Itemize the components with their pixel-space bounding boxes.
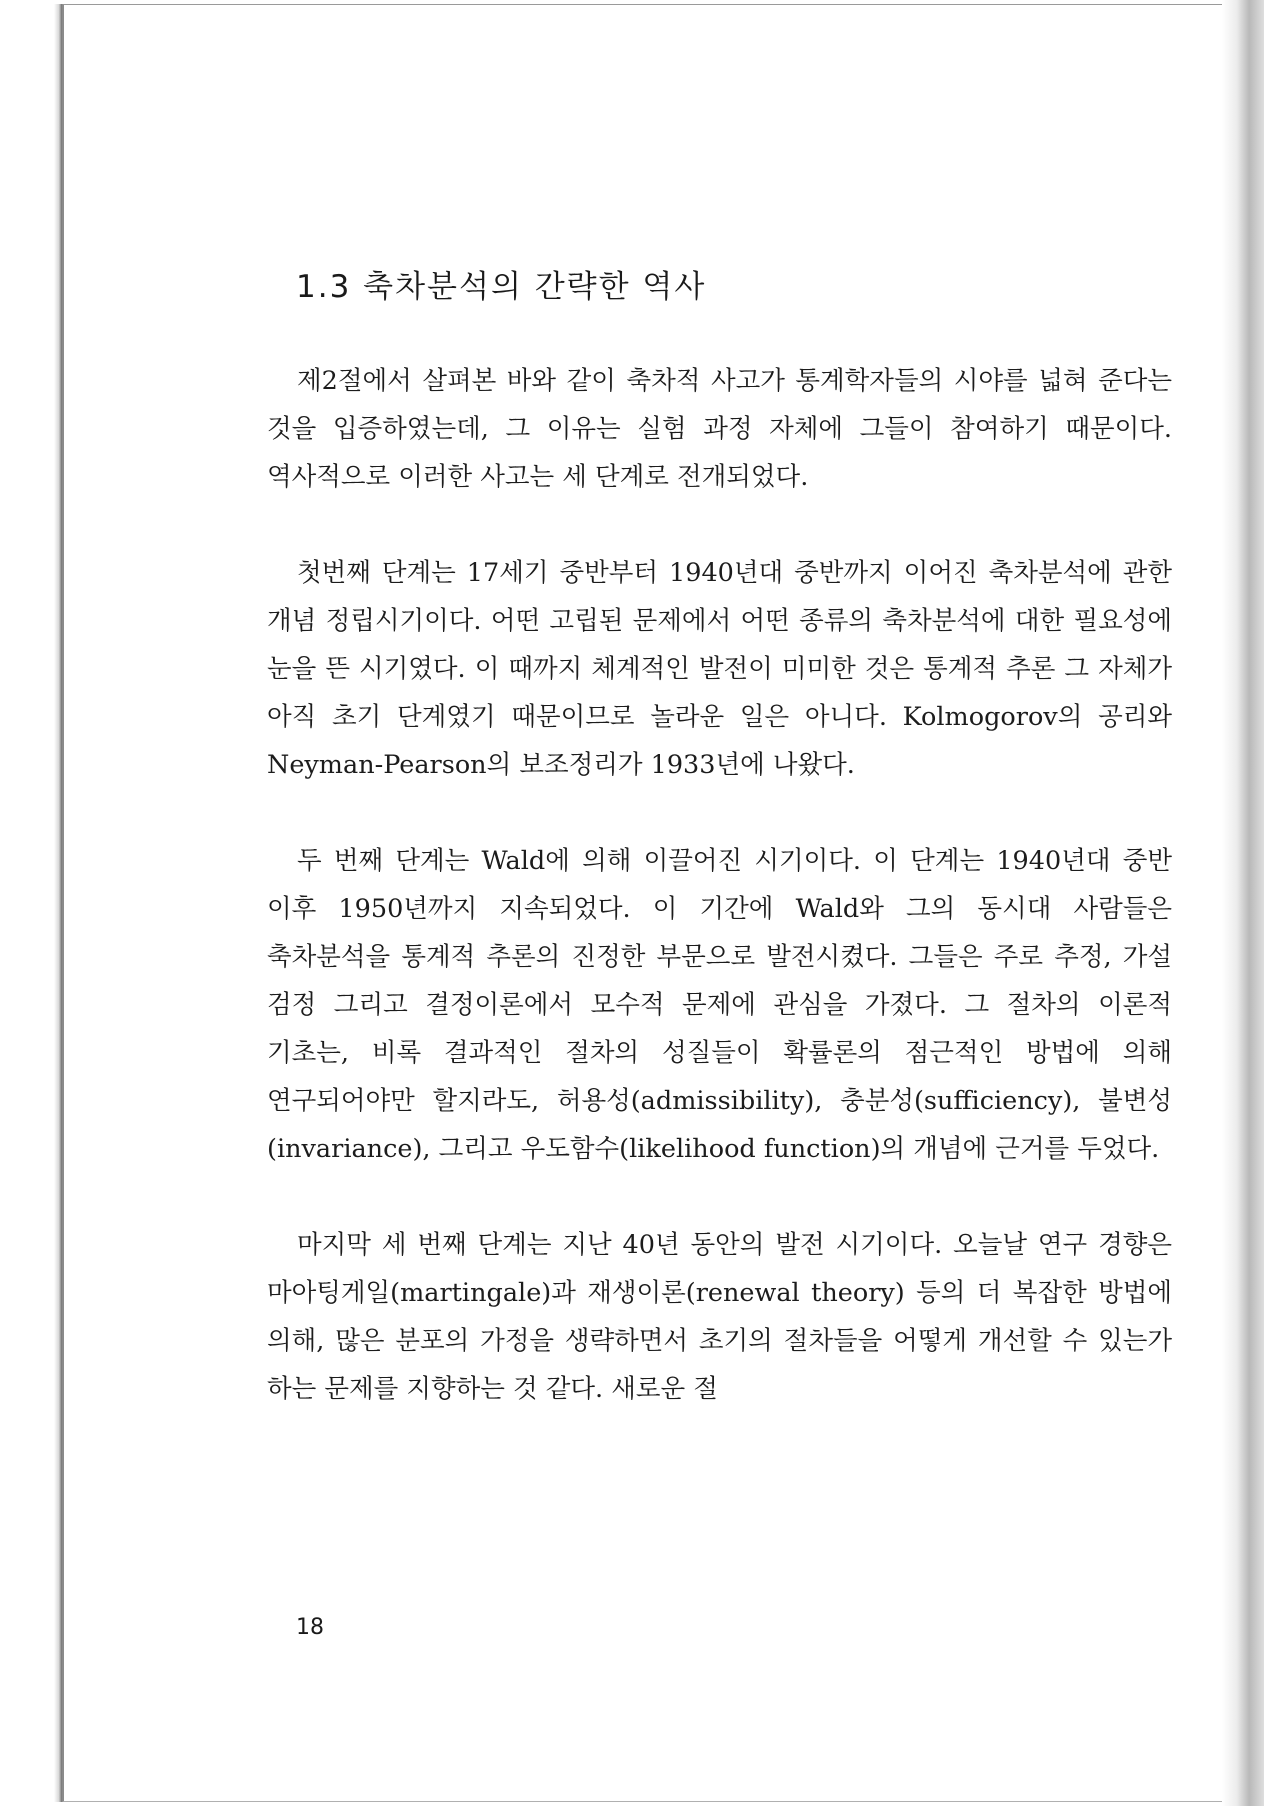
page-binding-edge [54, 4, 62, 1802]
paragraph-3: 두 번째 단계는 Wald에 의해 이끌어진 시기이다. 이 단계는 1940년대 중반 이후 1950년까지 지속되었다. 이 기간에 Wald와 그의 동시대 사람들은 축차분석을 통계적 추론의 진정한 부문으로 발전시켰다. 그들은 주로 추정, 가설 검정 그리고 결정이론에서 모수적 문제에 관심을 가졌다. 그 절차의 이론적 기초는, 비록 결과적인 절차의 성질들이 확률론의 점근적인 방법에 의해 연구되어야만 할지라도, 허용성(admissibility), 충분성(sufficiency), 불변성(invariance), 그리고 우도함수(likelihood function)의 개념에 근거를 두었다. [267, 846, 1172, 1164]
body-text [267, 357, 1172, 1413]
paragraph-4: 마지막 세 번째 단계는 지난 40년 동안의 발전 시기이다. 오늘날 연구 경향은 마아팅게일(martingale)과 재생이론(renewal theory) 등의 더 복잡한 방법에 의해, 많은 분포의 가정을 생략하면서 초기의 절차들을 어떻게 개선할 수 있는가 하는 문제를 지향하는 것 같다. 새로운 절 [267, 1230, 1172, 1404]
book-page [62, 4, 1239, 1802]
page-edge-shadow [1222, 0, 1264, 1806]
paragraph-1: 제2절에서 살펴본 바와 같이 축차적 사고가 통계학자들의 시야를 넓혀 준다는 것을 입증하였는데, 그 이유는 실험 과정 자체에 그들이 참여하기 때문이다. 역사적으로 이러한 사고는 세 단계로 전개되었다. [267, 366, 1172, 492]
paragraph-2: 첫번째 단계는 17세기 중반부터 1940년대 중반까지 이어진 축차분석에 관한 개념 정립시기이다. 어떤 고립된 문제에서 어떤 종류의 축차분석에 대한 필요성에 눈을 뜬 시기였다. 이 때까지 체계적인 발전이 미미한 것은 통계적 추론 그 자체가 아직 초기 단계였기 때문이므로 놀라운 일은 아니다. Kolmogorov의 공리와 Neyman-Pearson의 보조정리가 1933년에 나왔다. [267, 558, 1172, 780]
page-number: 18 [296, 1615, 324, 1640]
section-heading: 1.3 축차분석의 간략한 역사 [296, 269, 707, 305]
